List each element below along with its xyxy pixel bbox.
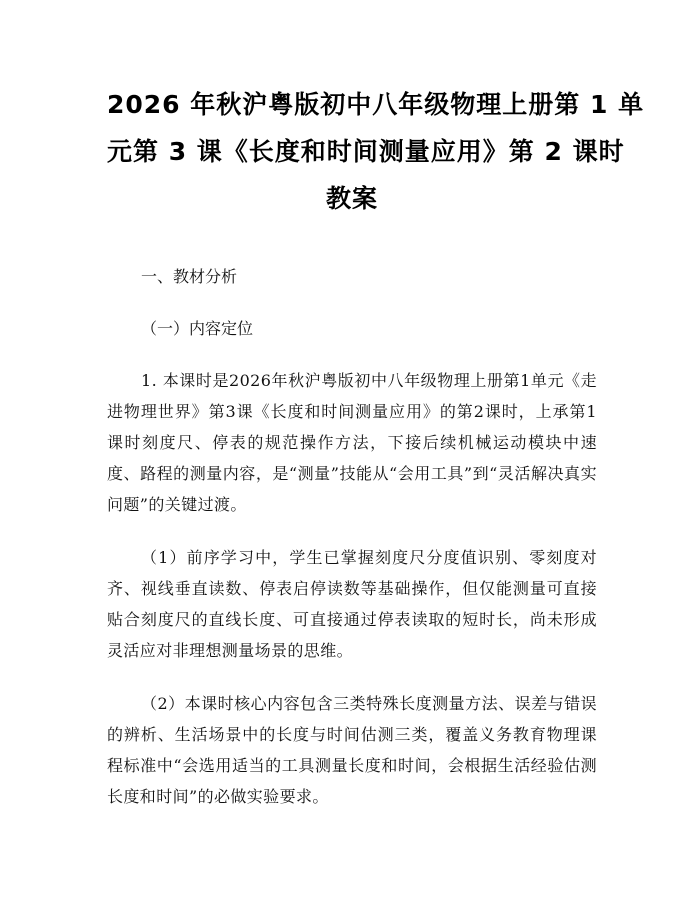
- title-line-2: 元第 3 课《长度和时间测量应用》第 2 课时: [107, 137, 625, 166]
- paragraph-2: （1）前序学习中，学生已掌握刻度尺分度值识别、零刻度对齐、视线垂直读数、停表启停读数等基础操作，但仅能测量可直接贴合刻度尺的直线长度、可直接通过停表读取的短时长，尚未形成灵活应对非理想测量场景的思维。: [107, 548, 597, 660]
- section-heading-textbook-analysis: 一、教材分析: [141, 267, 238, 286]
- title-line-1: 2026 年秋沪粤版初中八年级物理上册第 1 单: [107, 90, 645, 119]
- paragraph-3: （2）本课时核心内容包含三类特殊长度测量方法、误差与错误的辨析、生活场景中的长度与时间估测三类，覆盖义务教育物理课程标准中“会选用适当的工具测量长度和时间，会根据生活经验估测长度和时间”的必做实验要求。: [107, 694, 597, 806]
- subsection-heading-content-positioning: （一）内容定位: [141, 319, 254, 338]
- document-title: [107, 81, 645, 222]
- paragraph-1: 1. 本课时是2026年秋沪粤版初中八年级物理上册第1单元《走进物理世界》第3课《长度和时间测量应用》的第2课时，上承第1课时刻度尺、停表的规范操作方法，下接后续机械运动模块中速度、路程的测量内容，是“测量”技能从“会用工具”到“灵活解决真实问题”的关键过渡。: [107, 371, 597, 514]
- title-line-3: 教案: [325, 184, 378, 213]
